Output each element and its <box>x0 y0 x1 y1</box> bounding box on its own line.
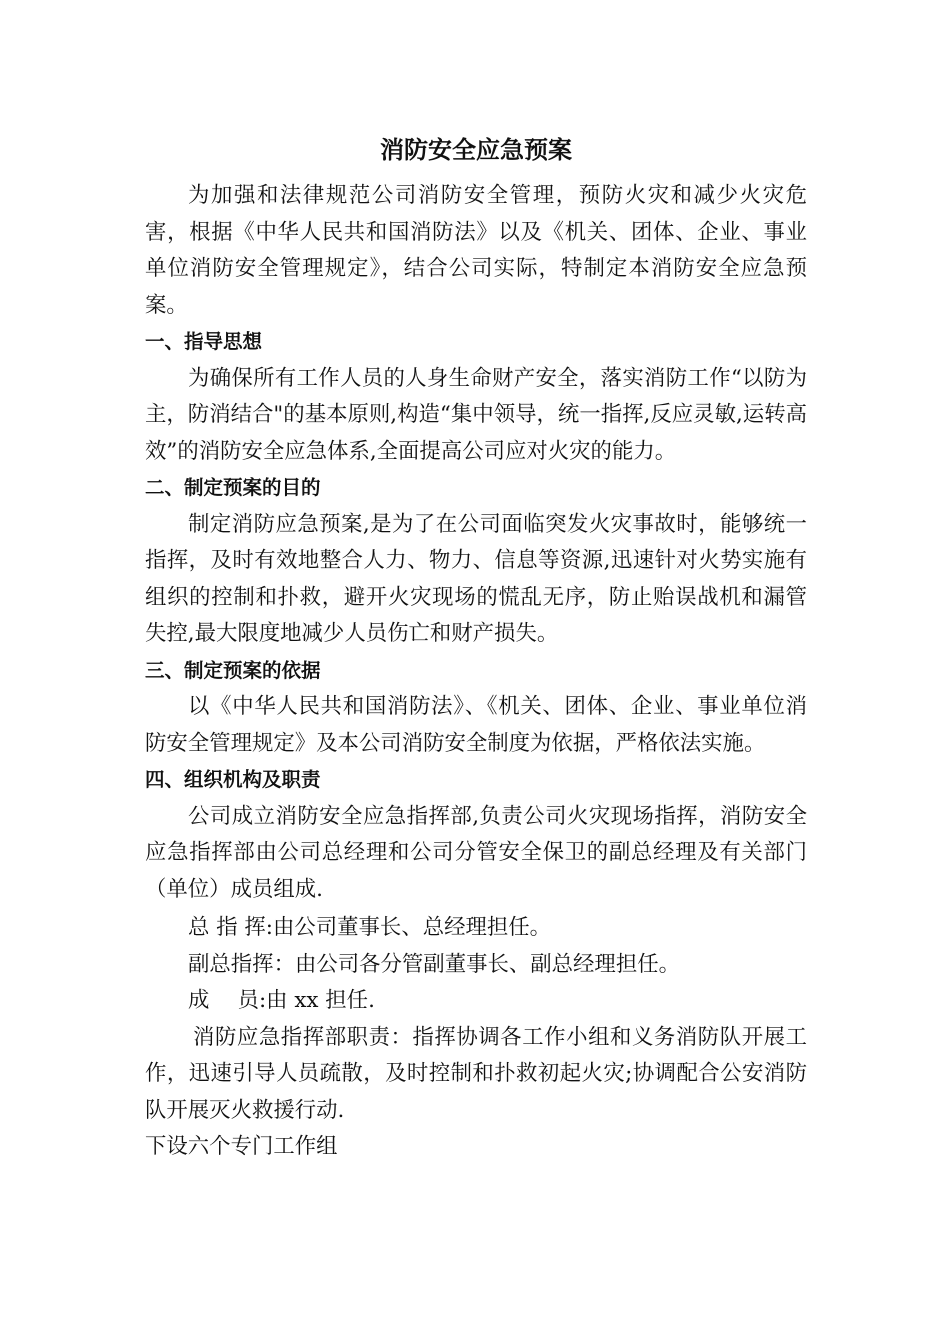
command-duties-paragraph: 消防应急指挥部职责：指挥协调各工作小组和义务消防队开展工作，迅速引导人员疏散，及时控制和扑救初起火灾;协调配合公安消防队开展灭火救援行动. <box>145 1024 807 1123</box>
section-heading-basis: 三、制定预案的依据 <box>145 658 321 682</box>
section-body-guiding-principle: 为确保所有工作人员的人身生命财产安全，落实消防工作“以防为主，防消结合"的基本原则,构造“集中领导，统一指挥,反应灵敏,运转高效”的消防安全应急体系,全面提高公司应对火灾的能力。 <box>145 365 807 464</box>
section-body-basis: 以《中华人民共和国消防法》、《机关、团体、企业、事业单位消防安全管理规定》及本公司消防安全制度为依据，严格依法实施。 <box>145 694 807 756</box>
role-members: 成 员:由 xx 担任. <box>188 988 375 1013</box>
role-deputy: 副总指挥：由公司各分管副董事长、副总经理担任。 <box>188 951 680 977</box>
section-heading-purpose: 二、制定预案的目的 <box>145 476 321 499</box>
intro-paragraph: 为加强和法律规范公司消防安全管理，预防火灾和减少火灾危害，根据《中华人民共和国消防法》以及《机关、团体、企业、事业单位消防安全管理规定》，结合公司实际，特制定本消防安全应急预案。 <box>145 183 807 318</box>
section-body-purpose: 制定消防应急预案,是为了在公司面临突发火灾事故时，能够统一指挥，及时有效地整合人力、物力、信息等资源,迅速针对火势实施有组织的控制和扑救，避开火灾现场的慌乱无序，防止贻误战机和漏管失控,最大限度地减少人员伤亡和财产损失。 <box>145 511 807 646</box>
closing-line: 下设六个专门工作组 <box>145 1134 338 1159</box>
document-content <box>145 128 807 1166</box>
section-heading-guiding-principle: 一、指导思想 <box>145 330 263 353</box>
section-body-organization: 公司成立消防安全应急指挥部,负责公司火灾现场指挥，消防安全应急指挥部由公司总经理和公司分管安全保卫的副总经理及有关部门（单位）成员组成. <box>145 803 807 902</box>
document-title: 消防安全应急预案 <box>380 136 572 164</box>
section-heading-organization: 四、组织机构及职责 <box>145 768 321 791</box>
role-commander: 总 指 挥:由公司董事长、总经理担任。 <box>188 915 552 940</box>
